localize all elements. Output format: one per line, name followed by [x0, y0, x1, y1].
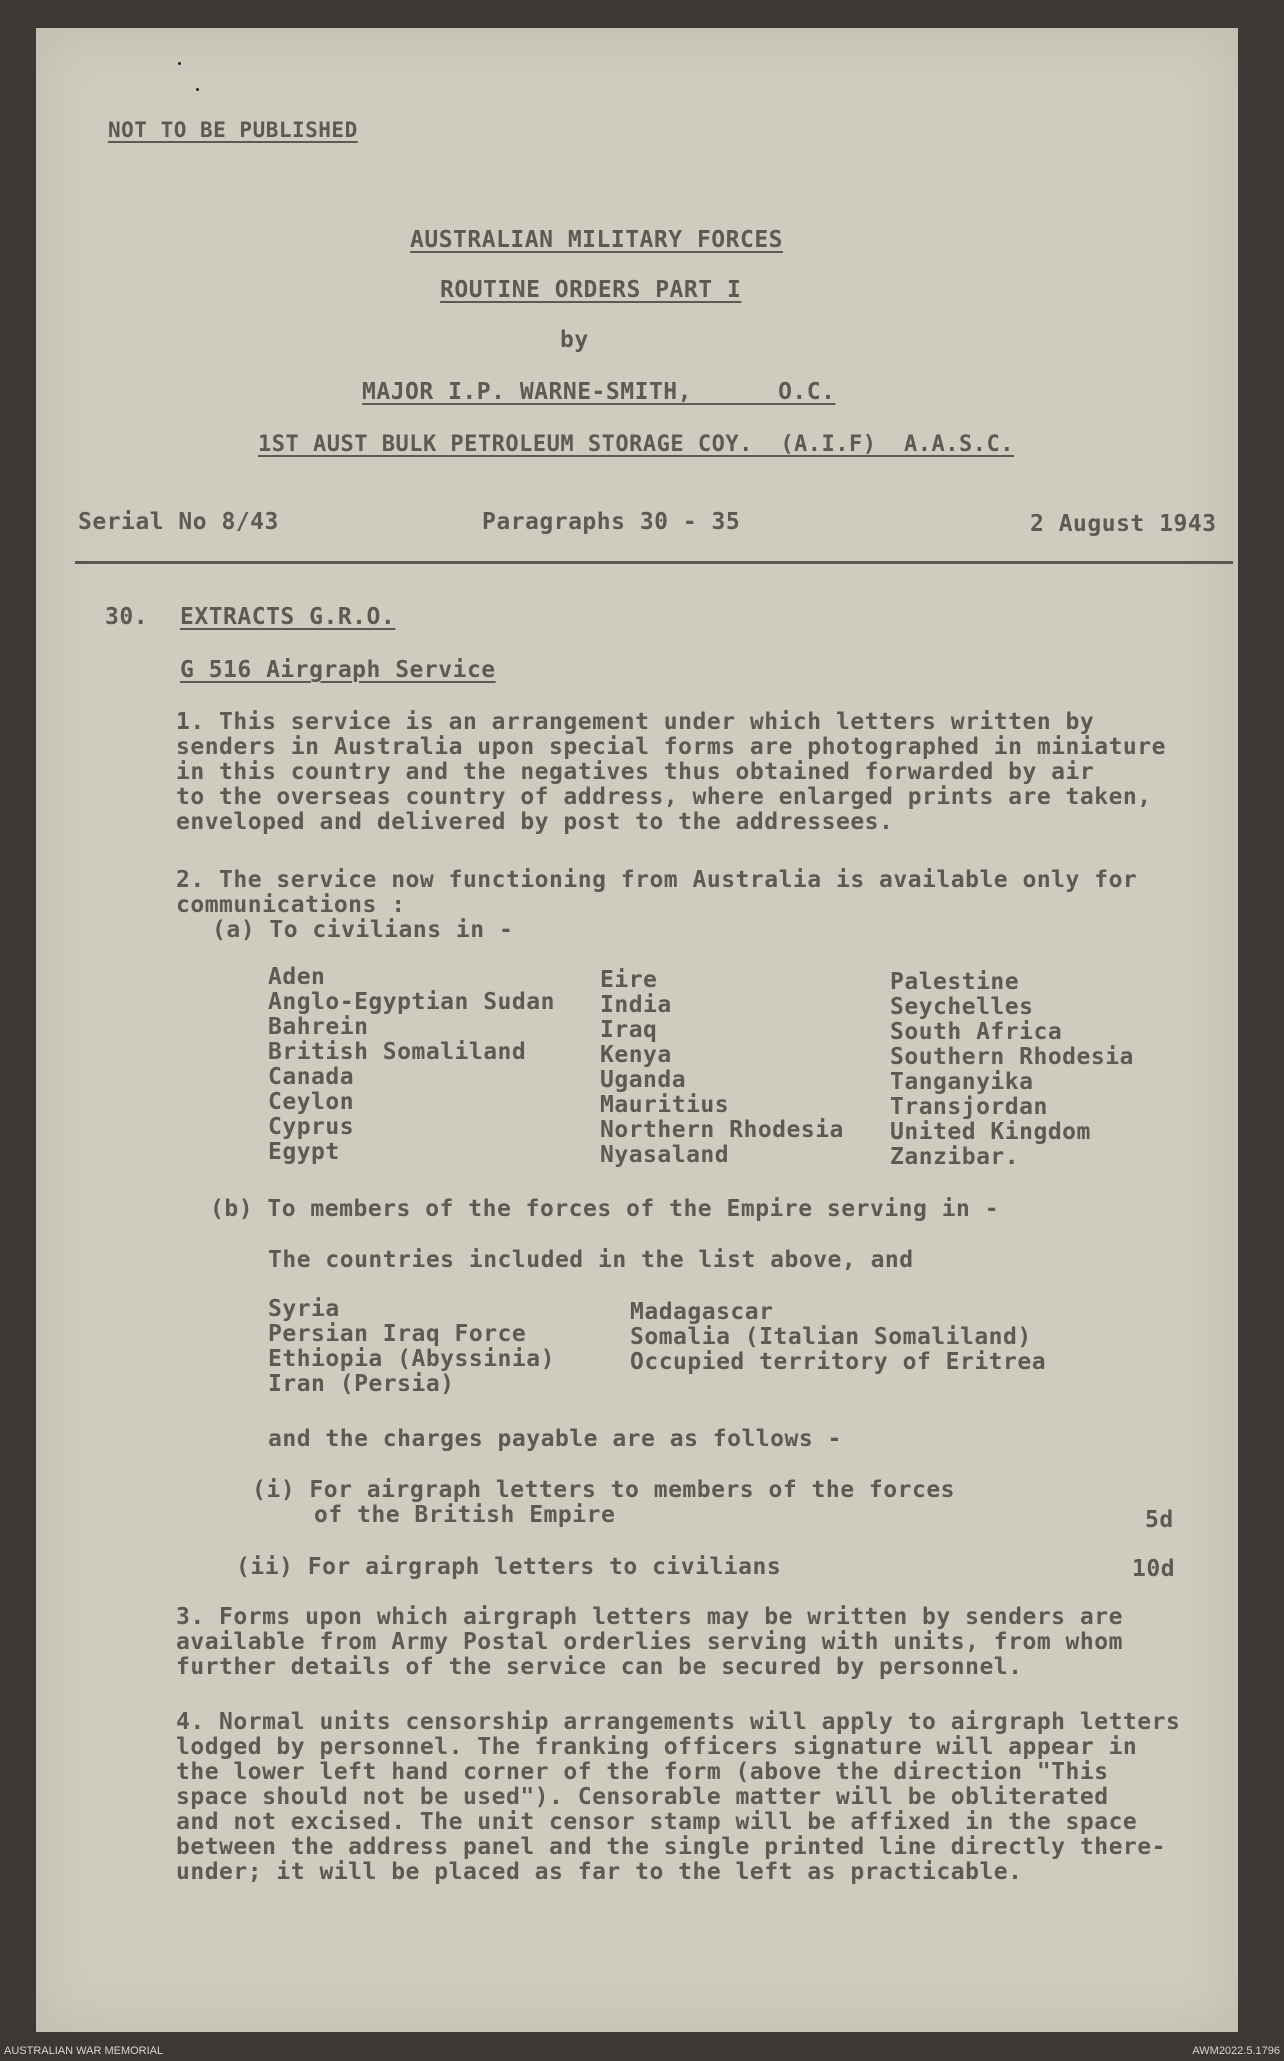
country-name: Persian Iraq Force: [268, 1321, 527, 1347]
subsection-a: (a) To civilians in -: [212, 917, 514, 943]
charge-2: (ii) For airgraph letters to civilians: [236, 1554, 782, 1580]
title-forces: AUSTRALIAN MILITARY FORCES: [410, 227, 784, 253]
paragraph-line: in this country and the negatives thus obtained forwarded by air: [176, 759, 1095, 785]
paragraph-line: available from Army Postal orderlies serving with units, from whom: [176, 1629, 1123, 1655]
officer-line: MAJOR I.P. WARNE-SMITH, O.C.: [362, 379, 836, 405]
country-name: Eire: [600, 967, 658, 993]
paragraph-line: enveloped and delivered by post to the addressees.: [176, 809, 894, 835]
paragraph-line: 2. The service now functioning from Australia is available only for: [176, 867, 1138, 893]
paragraph-line: further details of the service can be secured by personnel.: [176, 1654, 1023, 1680]
charge-1-amount: 5d: [1145, 1507, 1174, 1533]
country-name: Cyprus: [268, 1114, 355, 1140]
country-name: Uganda: [600, 1067, 687, 1093]
paragraph-line: the lower left hand corner of the form (above the direction "This: [176, 1759, 1109, 1785]
charge-1-line-1: (i) For airgraph letters to members of the forces: [252, 1477, 956, 1503]
country-name: Ethiopia (Abyssinia): [268, 1346, 555, 1372]
not-published-label: NOT TO BE PUBLISHED: [108, 118, 358, 142]
country-name: Transjordan: [890, 1094, 1048, 1120]
serial-number: Serial No 8/43: [78, 509, 279, 535]
paragraph-line: 1. This service is an arrangement under which letters written by: [176, 709, 1095, 735]
country-name: Southern Rhodesia: [890, 1044, 1134, 1070]
country-name: Aden: [268, 964, 326, 990]
country-name: Egypt: [268, 1139, 340, 1165]
country-name: Occupied territory of Eritrea: [630, 1349, 1047, 1375]
country-name: Northern Rhodesia: [600, 1117, 844, 1143]
country-name: Canada: [268, 1064, 355, 1090]
paragraph-line: under; it will be placed as far to the left as practicable.: [176, 1859, 1023, 1885]
country-name: Syria: [268, 1296, 340, 1322]
country-name: British Somaliland: [268, 1039, 527, 1065]
country-name: Mauritius: [600, 1092, 730, 1118]
paragraph-line: communications :: [176, 892, 406, 918]
section-subheading: G 516 Airgraph Service: [180, 657, 496, 683]
footer-source: AUSTRALIAN WAR MEMORIAL: [4, 2045, 164, 2057]
country-name: Seychelles: [890, 994, 1034, 1020]
paragraph-line: 3. Forms upon which airgraph letters may be written by senders are: [176, 1604, 1123, 1630]
country-name: Kenya: [600, 1042, 672, 1068]
title-routine-orders: ROUTINE ORDERS PART I: [440, 277, 742, 303]
country-name: Iran (Persia): [268, 1371, 455, 1397]
section-heading: EXTRACTS G.R.O.: [180, 604, 396, 630]
paragraphs-range: Paragraphs 30 - 35: [482, 509, 741, 535]
subsection-b: (b) To members of the forces of the Empire serving in -: [210, 1196, 1000, 1222]
country-name: Somalia (Italian Somaliland): [630, 1324, 1032, 1350]
paragraph-line: and not excised. The unit censor stamp will be affixed in the space: [176, 1809, 1138, 1835]
country-name: Tanganyika: [890, 1069, 1034, 1095]
paragraph-line: space should not be used"). Censorable matter will be obliterated: [176, 1784, 1109, 1810]
charge-2-amount: 10d: [1132, 1556, 1176, 1582]
country-name: Madagascar: [630, 1299, 774, 1325]
footer-accession: AWM2022.5.1796: [1192, 2045, 1280, 2057]
paragraph-line: lodged by personnel. The franking officers signature will appear in: [176, 1734, 1138, 1760]
country-name: India: [600, 992, 672, 1018]
section-number: 30.: [105, 604, 149, 630]
country-name: Nyasaland: [600, 1142, 730, 1168]
ink-speck: [196, 88, 199, 91]
title-by: by: [560, 327, 589, 353]
paragraph-line: 4. Normal units censorship arrangements will apply to airgraph letters: [176, 1709, 1181, 1735]
country-name: United Kingdom: [890, 1119, 1091, 1145]
country-name: Iraq: [600, 1017, 658, 1043]
country-name: Zanzibar.: [890, 1144, 1020, 1170]
country-name: South Africa: [890, 1019, 1063, 1045]
country-name: Anglo-Egyptian Sudan: [268, 989, 555, 1015]
charge-1-line-2: of the British Empire: [314, 1502, 616, 1528]
country-name: Bahrein: [268, 1014, 369, 1040]
country-name: Ceylon: [268, 1089, 355, 1115]
ink-speck: [178, 62, 181, 65]
paragraph-line: between the address panel and the single printed line directly there-: [176, 1834, 1166, 1860]
order-date: 2 August 1943: [1030, 511, 1217, 537]
paragraph-line: to the overseas country of address, where enlarged prints are taken,: [176, 784, 1152, 810]
header-rule: [75, 561, 1233, 564]
countries-note: The countries included in the list above, and: [268, 1247, 914, 1273]
charges-intro: and the charges payable are as follows -: [268, 1426, 842, 1452]
paragraph-line: senders in Australia upon special forms are photographed in miniature: [176, 734, 1166, 760]
country-name: Palestine: [890, 969, 1020, 995]
unit-line: 1ST AUST BULK PETROLEUM STORAGE COY. (A.I.F) A.A.S.C.: [258, 432, 1014, 457]
